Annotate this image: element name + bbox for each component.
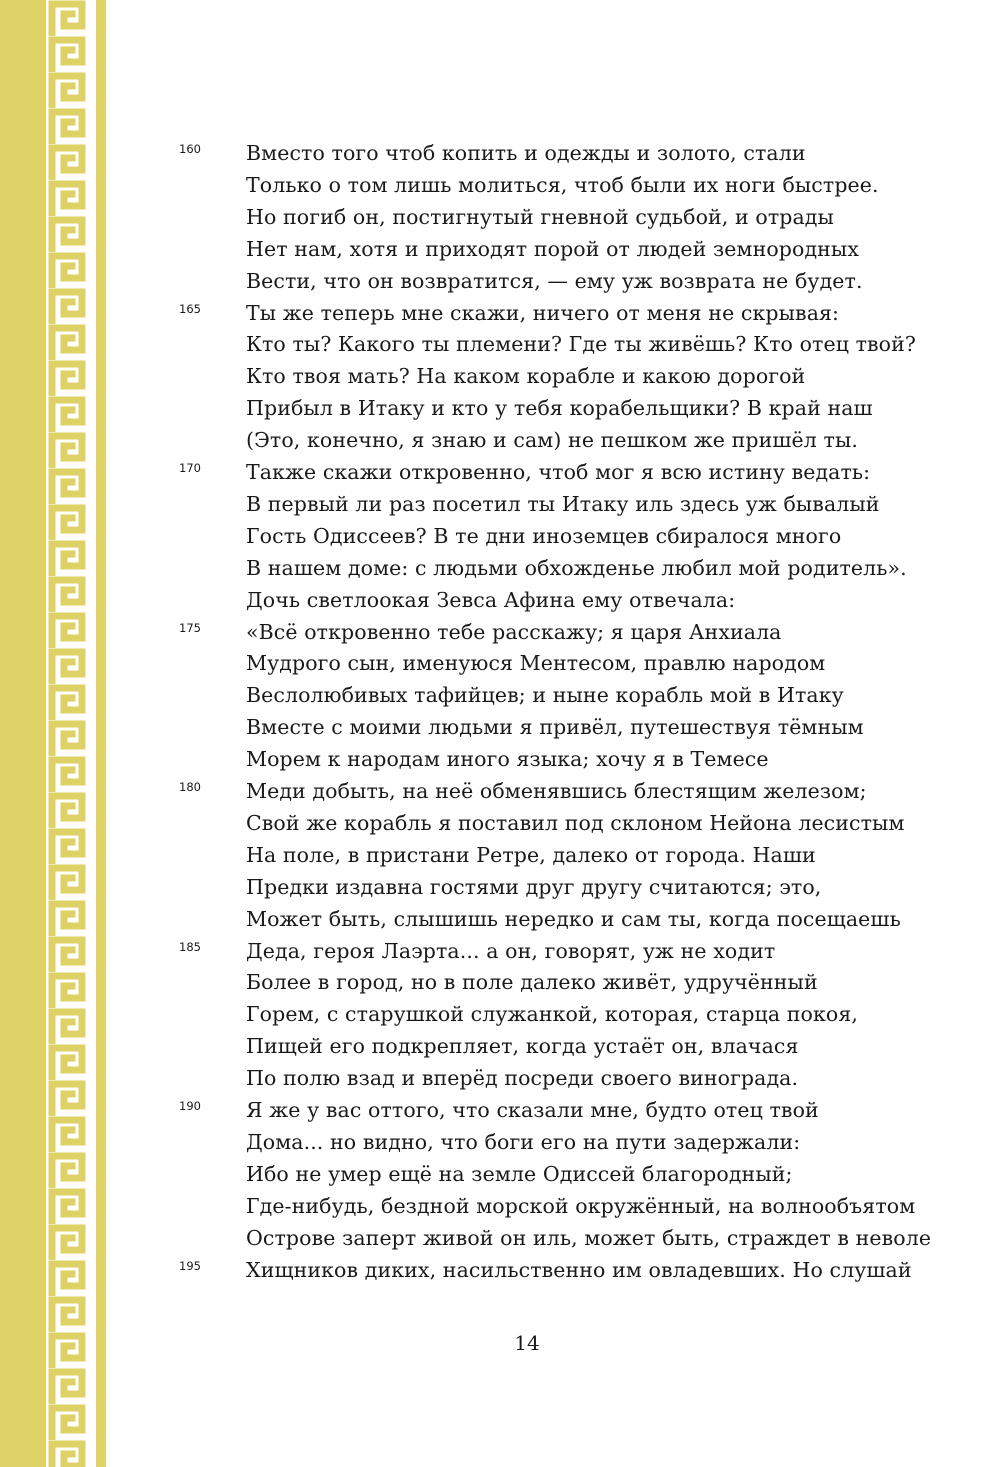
verse-line: Вести, что он возвратится, — ему уж возврата не будет. <box>246 268 863 293</box>
verse-line: Мудрого сын, именуюся Ментесом, правлю народом <box>246 651 826 676</box>
line-number: 180 <box>179 780 201 794</box>
page-number: 14 <box>514 1331 540 1355</box>
verse-line: Дома... но видно, что боги его на пути задержали: <box>246 1129 801 1154</box>
verse-line: По полю взад и вперёд посреди своего винограда. <box>246 1066 799 1091</box>
line-number: 165 <box>179 301 201 316</box>
verse-line: Меди добыть, на неё обменявшись блестящим железом; <box>246 779 867 803</box>
verse-line: Кто твоя мать? На каком корабле и какою дорогой <box>246 364 806 389</box>
verse-line: На поле, в пристани Ретре, далеко от города. Наши <box>246 842 816 867</box>
verse-line: Где-нибудь, бездной морской окружённый, на волнообъятом <box>246 1193 916 1218</box>
verse-line: Дочь светлоокая Зевса Афина ему отвечала: <box>246 587 736 612</box>
verse-line: Острове заперт живой он иль, может быть, страждет в неволе <box>246 1225 932 1250</box>
verse-line: В первый ли раз посетил ты Итаку иль здесь уж бывалый <box>246 491 880 516</box>
verse-line: Ибо не умер ещё на земле Одиссей благородный; <box>246 1161 793 1186</box>
verse-line: Также скажи откровенно, чтоб мог я всю истину ведать: <box>246 460 871 484</box>
verse-line: (Это, конечно, я знаю и сам) не пешком же пришёл ты. <box>246 428 859 453</box>
verse-line: Прибыл в Итаку и кто у тебя корабельщики? В край наш <box>246 396 873 421</box>
verse-line: Хищников диких, насильственно им овладевших. Но слушай <box>246 1257 912 1282</box>
verse-line: Более в город, но в поле далеко живёт, удручённый <box>246 970 818 995</box>
line-number: 175 <box>179 620 201 635</box>
verse-line: Свой же корабль я поставил под склоном Нейона лесистым <box>246 810 905 835</box>
verse-line: Вместо того чтоб копить и одежды и золото, стали <box>246 141 806 165</box>
verse-line: Ты же теперь мне скажи, ничего от меня не скрывая: <box>246 300 840 325</box>
line-number: 190 <box>179 1099 201 1113</box>
verse-line: В нашем доме: с людьми обхожденье любил мой родитель». <box>246 555 907 580</box>
line-number: 185 <box>179 939 201 954</box>
verse-line: «Всё откровенно тебе расскажу; я царя Анхиала <box>246 619 782 644</box>
verse-line: Деда, героя Лаэрта... а он, говорят, уж не ходит <box>246 938 776 963</box>
verse-line: Гость Одиссеев? В те дни иноземцев сбиралося много <box>246 523 842 548</box>
line-number: 160 <box>179 142 201 156</box>
line-number: 195 <box>179 1258 201 1273</box>
verse-line: Кто ты? Какого ты племени? Где ты живёшь? Кто отец твой? <box>246 332 916 357</box>
verse-line: Горем, с старушкой служанкой, которая, старца покоя, <box>246 1002 858 1027</box>
verse-line: Может быть, слышишь нередко и сам ты, когда посещаешь <box>246 906 901 931</box>
line-number: 170 <box>179 461 201 475</box>
verse-line: Предки издавна гостями друг другу считаются; это, <box>246 874 822 899</box>
verse-line: Только о том лишь молиться, чтоб были их ноги быстрее. <box>246 172 879 197</box>
verse-line: Я же у вас оттого, что сказали мне, будто отец твой <box>246 1098 819 1122</box>
verse-line: Пищей его подкрепляет, когда устаёт он, влачася <box>246 1034 799 1059</box>
verse-line: Вместе с моими людьми я привёл, путешествуя тёмным <box>246 715 864 740</box>
verse-line: Морем к народам иного языка; хочу я в Темесе <box>246 747 769 772</box>
verse-line: Но погиб он, постигнутый гневной судьбой, и отрады <box>246 204 834 229</box>
verse-line: Нет нам, хотя и приходят порой от людей земнородных <box>246 236 860 261</box>
verse-line: Веслолюбивых тафийцев; и ныне корабль мой в Итаку <box>246 683 844 708</box>
